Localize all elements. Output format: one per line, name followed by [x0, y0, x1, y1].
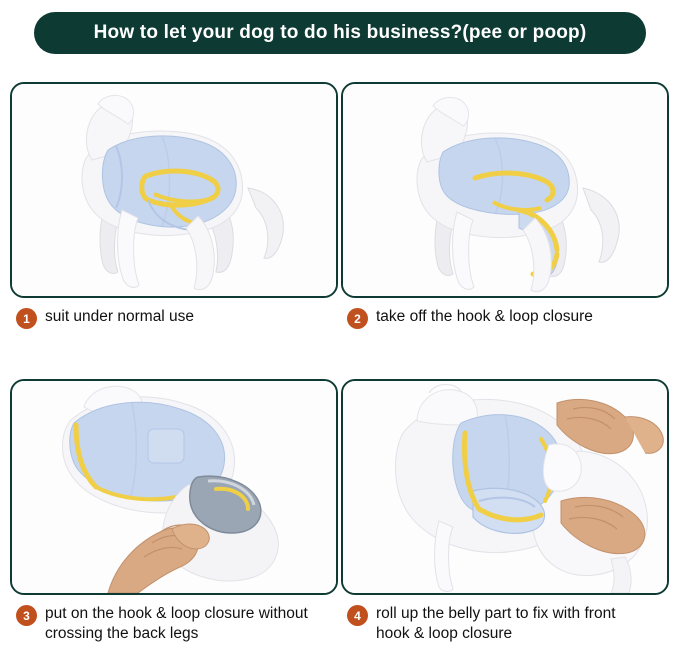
- illustration-attach-closure: [12, 381, 336, 593]
- step-2-text: take off the hook & loop closure: [376, 308, 593, 325]
- step-1-caption: [10, 307, 338, 329]
- step-4-image: [341, 379, 669, 595]
- illustration-closure-open: [343, 84, 667, 296]
- step-4-number: 4: [347, 605, 368, 626]
- step-2-number: 2: [347, 308, 368, 329]
- illustration-dog-suit-normal: [12, 84, 336, 296]
- closure-open-drawing: [343, 84, 667, 296]
- step-3-image: [10, 379, 338, 595]
- step-1-text: suit under normal use: [45, 308, 195, 325]
- step-1-number: 1: [16, 308, 37, 329]
- step-4-caption: [341, 604, 669, 644]
- step-card-4: [341, 379, 669, 662]
- step-3-text: put on the hook & loop closure without crossing the back legs: [45, 605, 308, 642]
- page-title-banner: [34, 12, 646, 54]
- step-card-2: [341, 82, 669, 365]
- roll-belly-drawing: [343, 381, 667, 593]
- attach-closure-drawing: [12, 381, 336, 593]
- step-1-image: [10, 82, 338, 298]
- dog-suit-normal-drawing: [12, 84, 336, 296]
- step-2-caption: [341, 307, 669, 329]
- step-3-number: 3: [16, 605, 37, 626]
- step-2-image: [341, 82, 669, 298]
- step-3-caption: [10, 604, 338, 644]
- steps-grid: [10, 82, 669, 662]
- step-card-3: [10, 379, 338, 662]
- step-4-text: roll up the belly part to fix with front hook & loop closure: [376, 605, 616, 642]
- page-title: How to let your dog to do his business?(pee or poop): [93, 22, 587, 43]
- step-card-1: [10, 82, 338, 365]
- illustration-roll-belly: [343, 381, 667, 593]
